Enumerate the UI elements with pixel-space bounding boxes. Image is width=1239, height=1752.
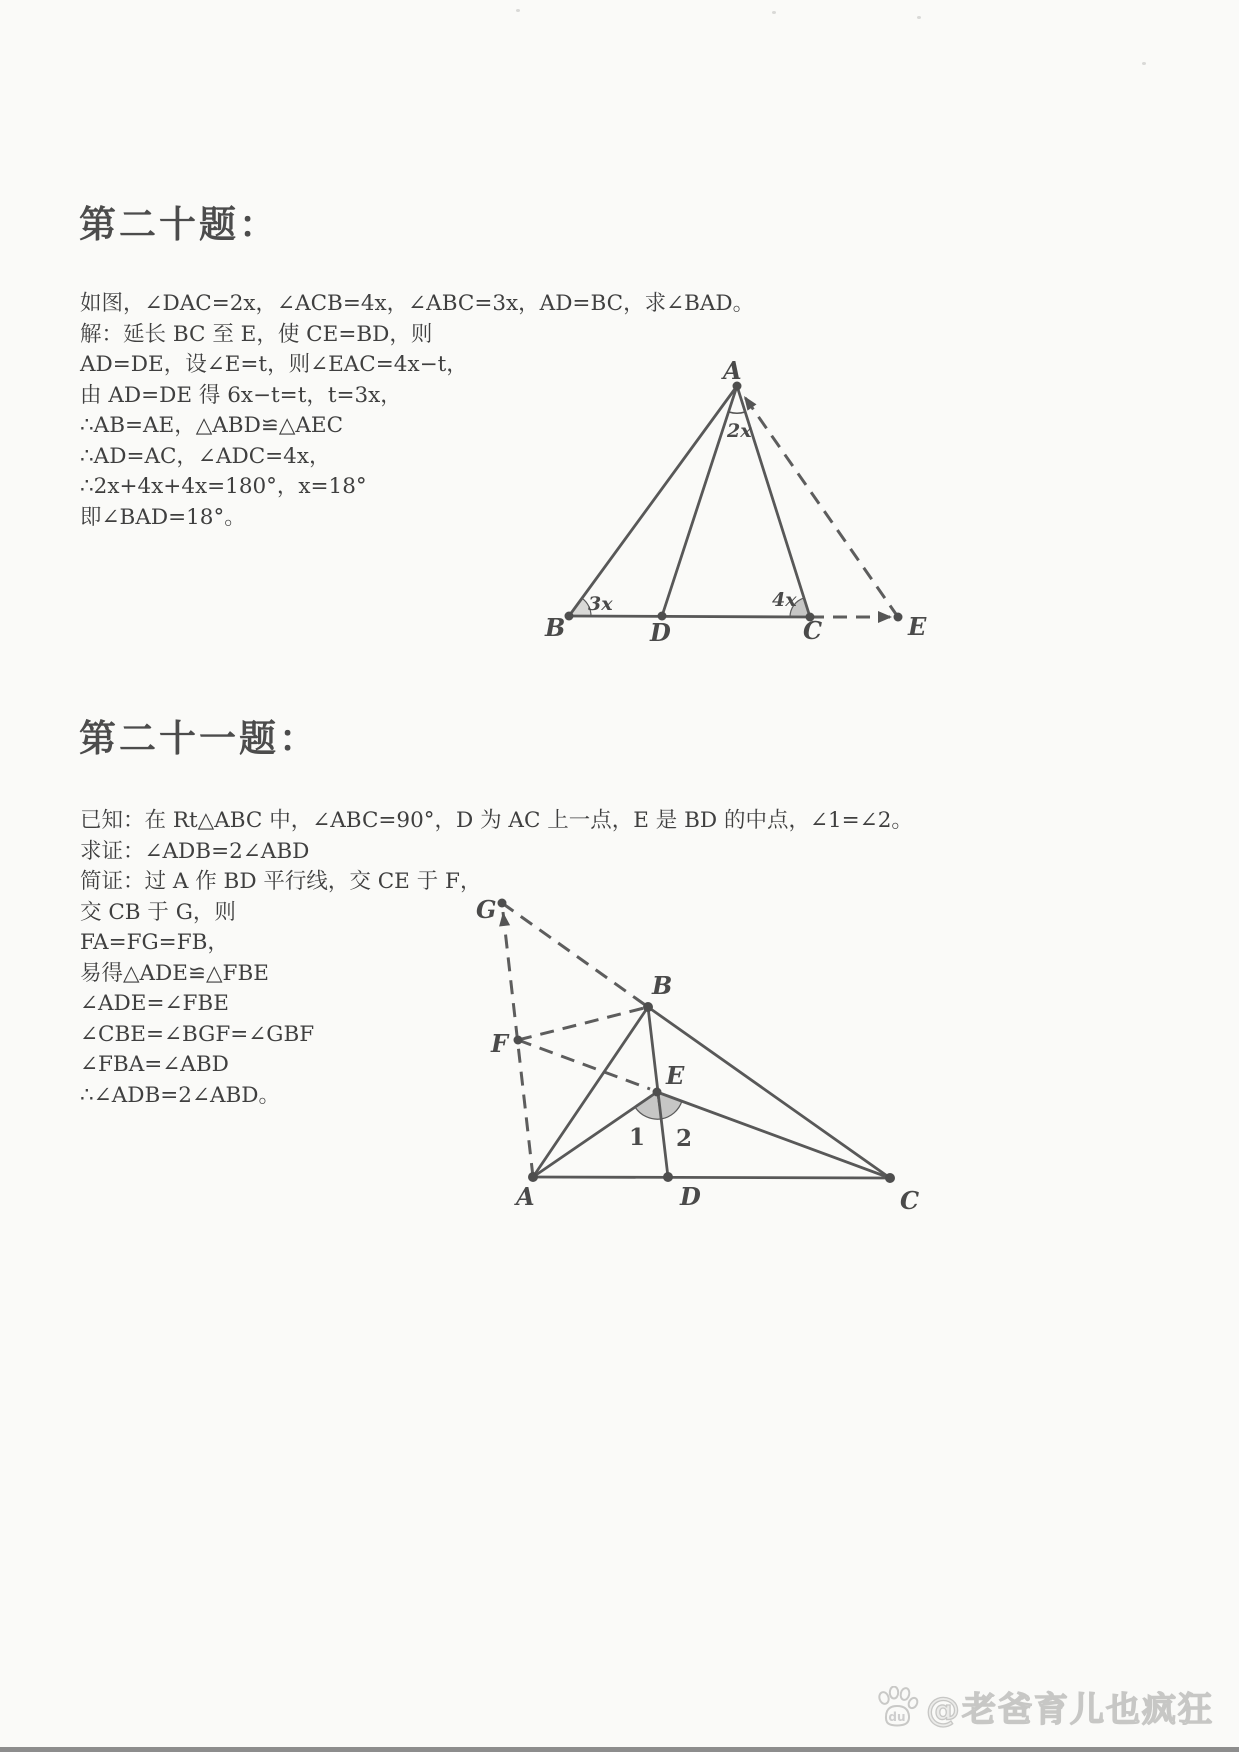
label-b: B <box>545 613 566 642</box>
solution-line: ∠FBA=∠ABD <box>80 1052 229 1077</box>
point-d-dot <box>663 1172 673 1182</box>
baidu-paw-icon <box>874 1686 920 1728</box>
solution-line: ∠ADE=∠FBE <box>80 991 229 1016</box>
angle-2x-arc <box>729 412 745 413</box>
point-e-dot <box>653 1088 662 1097</box>
problem-21-given: 已知：在 Rt△ABC 中，∠ABC=90°，D 为 AC 上一点，E 是 BD 的中点，∠1=∠2。 <box>80 808 913 833</box>
arrowhead-e <box>878 611 892 623</box>
label-angle-1: 1 <box>629 1124 646 1151</box>
line-ac <box>533 1177 890 1178</box>
label-c: C <box>803 616 823 645</box>
line-bc <box>648 1007 890 1178</box>
scan-speck <box>516 9 520 12</box>
problem-21-title: 第二十一题： <box>79 716 319 760</box>
paw-du-text: du <box>888 1709 906 1724</box>
point-b-dot <box>565 612 574 621</box>
point-c-dot <box>885 1173 895 1183</box>
solution-line: FA=FG=FB， <box>80 930 229 955</box>
line-bc <box>569 616 810 617</box>
label-b: B <box>652 971 673 1000</box>
label-d: D <box>680 1182 701 1211</box>
label-angle-2: 2 <box>676 1125 693 1152</box>
solution-line: 解：延长 BC 至 E，使 CE=BD，则 <box>80 321 433 347</box>
point-b-dot <box>643 1002 653 1012</box>
solution-line: ∴AD=AC，∠ADC=4x， <box>80 443 331 469</box>
solution-line: ∴2x+4x+4x=180°，x=18° <box>80 474 367 499</box>
point-f-dot <box>514 1036 523 1045</box>
label-f: F <box>491 1029 509 1058</box>
label-angle-3x: 3x <box>588 593 613 615</box>
point-e-dot <box>894 613 903 622</box>
solution-line: ∴∠ADB=2∠ABD。 <box>80 1082 281 1108</box>
scan-bottom-edge <box>0 1747 1239 1752</box>
solution-line: 交 CB 于 G，则 <box>80 899 236 925</box>
label-e: E <box>666 1061 685 1090</box>
point-g-dot <box>498 899 507 908</box>
problem-21-goal: 求证：∠ADB=2∠ABD <box>80 838 310 864</box>
label-g: G <box>476 895 497 924</box>
label-e: E <box>908 612 927 641</box>
arrowhead-a <box>744 396 757 411</box>
label-c: C <box>900 1186 920 1215</box>
scan-speck <box>1142 62 1146 65</box>
figure-problem-20 <box>460 330 930 652</box>
solution-line: ∴AB=AE，△ABD≌△AEC <box>80 413 344 438</box>
line-gb-dashed <box>502 903 648 1007</box>
line-fe-dashed <box>518 1040 650 1089</box>
figure-problem-21 <box>430 880 950 1218</box>
line-da <box>662 386 737 616</box>
solution-line: AD=DE，设∠E=t，则∠EAC=4x−t， <box>80 352 468 377</box>
line-ba <box>569 386 737 616</box>
watermark <box>874 1682 1214 1731</box>
scan-speck <box>772 11 776 14</box>
label-d: D <box>650 618 671 647</box>
point-a-dot <box>528 1172 538 1182</box>
label-angle-2x: 2x <box>727 420 752 442</box>
label-a: A <box>723 356 742 385</box>
solution-line: 即∠BAD=18°。 <box>80 504 246 530</box>
line-ea-dashed <box>744 396 898 617</box>
solution-line: 易得△ADE≌△FBE <box>80 960 269 986</box>
solution-line: 由 AD=DE 得 6x−t=t，t=3x， <box>80 382 402 408</box>
problem-20-given: 如图，∠DAC=2x，∠ACB=4x，∠ABC=3x，AD=BC，求∠BAD。 <box>80 291 755 316</box>
problem-20-title: 第二十题： <box>79 202 279 246</box>
label-a: A <box>516 1182 535 1211</box>
solution-line: ∠CBE=∠BGF=∠GBF <box>80 1021 315 1047</box>
solution-line: 简证：过 A 作 BD 平行线，交 CE 于 F， <box>80 869 482 894</box>
watermark-text: @老爸育儿也疯狂 <box>926 1690 1214 1730</box>
label-angle-4x: 4x <box>772 589 797 611</box>
scan-speck <box>917 16 921 19</box>
